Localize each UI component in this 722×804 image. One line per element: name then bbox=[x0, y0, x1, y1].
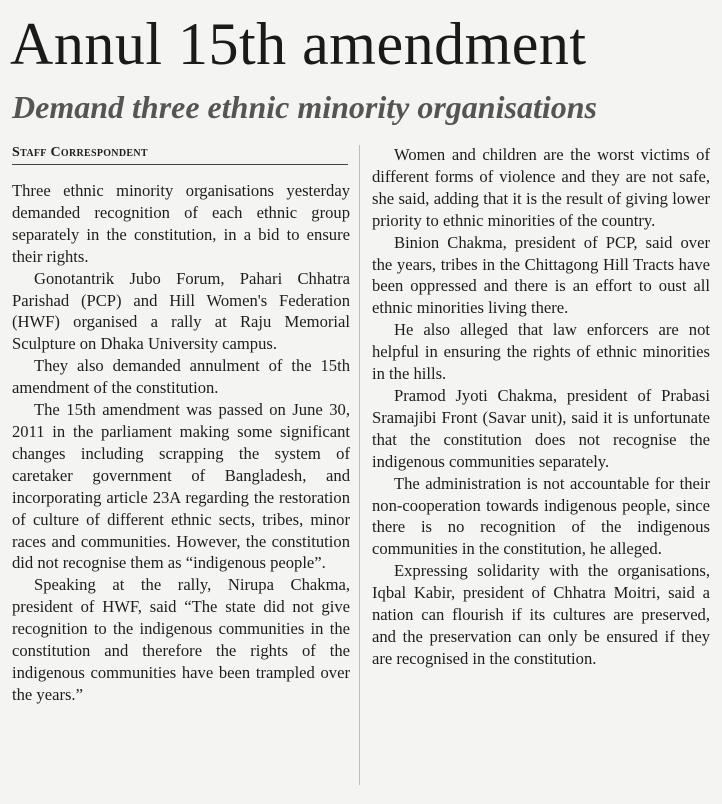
byline: Staff Correspondent bbox=[12, 145, 348, 165]
headline: Annul 15th amendment bbox=[10, 11, 587, 77]
left-column bbox=[12, 180, 350, 706]
subheadline: Demand three ethnic minority organisations bbox=[12, 89, 597, 125]
column-divider bbox=[359, 145, 360, 785]
paragraph: Expressing solidarity with the organisations, Iqbal Kabir, president of Chhatra Moitri, said a nation can flourish if its cultures are preserved, and the preservation can only be ensured if they are recognised in the constitution. bbox=[372, 561, 710, 668]
right-column bbox=[372, 144, 710, 670]
paragraph: The 15th amendment was passed on June 30, 2011 in the parliament making some significant changes including scrapping the system of caretaker government of Bangladesh, and incorporating article 23A regarding the restoration of culture of different ethnic sects, tribes, minor races and communities. However, the constitution did not recognise them as “indigenous people”. bbox=[12, 400, 350, 573]
paragraph: The administration is not accountable for their non-cooperation towards indigenous people, since there is no recognition of the indigenous communities in the constitution, he alleged. bbox=[372, 473, 710, 559]
paragraph: Three ethnic minority organisations yesterday demanded recognition of each ethnic group separately in the constitution, in a bid to ensure their rights. bbox=[12, 181, 350, 266]
paragraph: He also alleged that law enforcers are not helpful in ensuring the rights of ethnic minorities in the hills. bbox=[372, 320, 710, 384]
paragraph: Speaking at the rally, Nirupa Chakma, president of HWF, said “The state did not give recognition to the indigenous communities in the constitution and therefore the rights of the indigenous communities have been trampled over the years.” bbox=[12, 575, 350, 704]
paragraph: Women and children are the worst victims of different forms of violence and they are not safe, she said, adding that it is the result of giving lower priority to ethnic minorities of the country. bbox=[372, 145, 710, 230]
paragraph: Binion Chakma, president of PCP, said over the years, tribes in the Chittagong Hill Tracts have been oppressed and there is an effort to oust all ethnic minorities living there. bbox=[372, 232, 710, 318]
paragraph: Gonotantrik Jubo Forum, Pahari Chhatra Parishad (PCP) and Hill Women's Federation (HWF) organised a rally at Raju Memorial Sculpture on Dhaka University campus. bbox=[12, 268, 350, 354]
paragraph: They also demanded annulment of the 15th amendment of the constitution. bbox=[12, 356, 350, 398]
paragraph: Pramod Jyoti Chakma, president of Prabasi Sramajibi Front (Savar unit), said it is unfortunate that the constitution does not recognise the indigenous communities separately. bbox=[372, 385, 710, 471]
